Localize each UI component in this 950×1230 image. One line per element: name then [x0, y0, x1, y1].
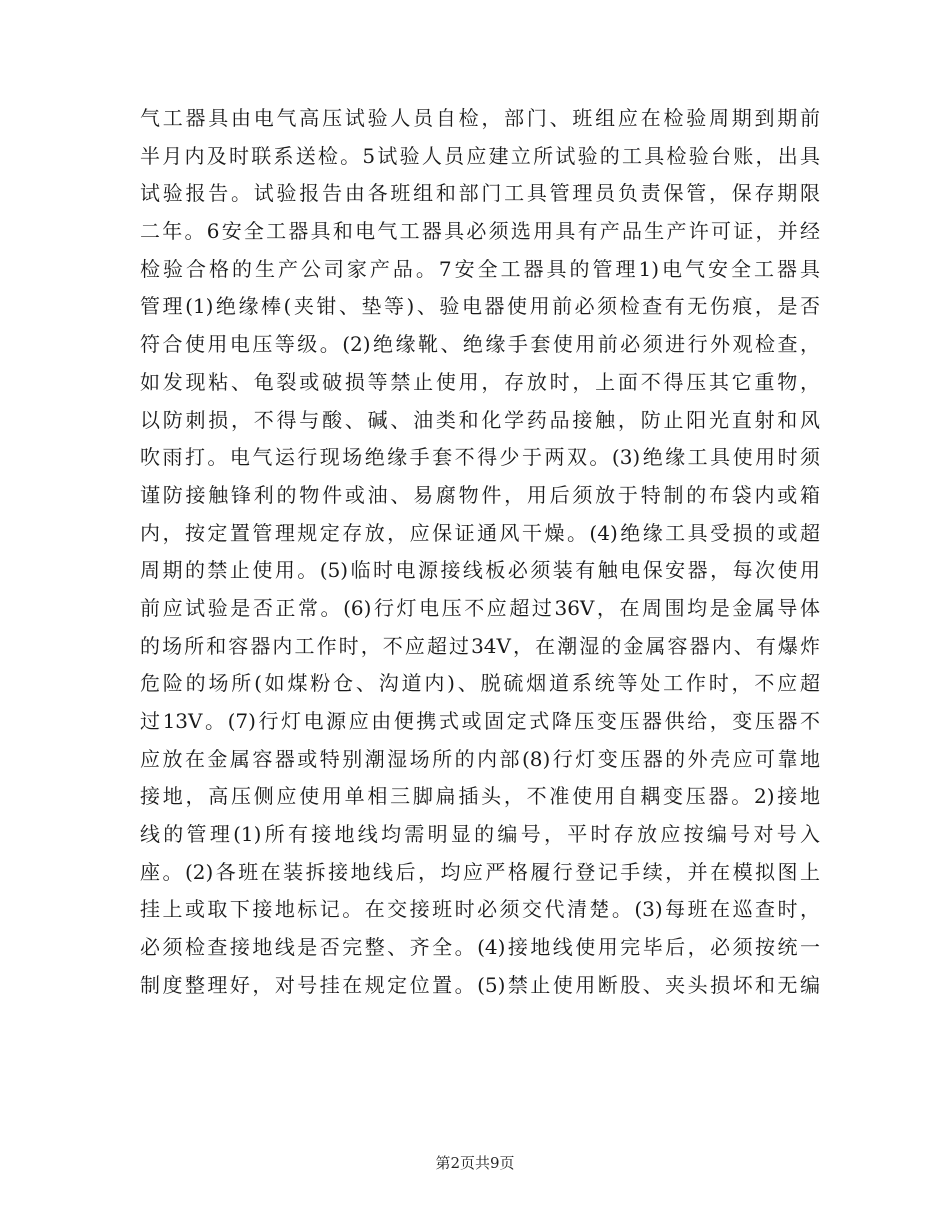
- text-line: 半月内及时联系送检。5试验人员应建立所试验的工具检验台账，出具: [140, 143, 820, 168]
- text-line: 如发现粘、龟裂或破损等禁止使用，存放时，上面不得压其它重物，: [140, 369, 820, 394]
- text-line: 必须检查接地线是否完整、齐全。(4)接地线使用完毕后，必须按统一: [140, 935, 820, 960]
- page-footer: 第2页共9页: [435, 1154, 515, 1172]
- text-line: 试验报告。试验报告由各班组和部门工具管理员负责保管，保存期限: [140, 181, 820, 206]
- text-line: 检验合格的生产公司家产品。7安全工器具的管理1)电气安全工器具: [140, 256, 820, 281]
- text-line: 应放在金属容器或特别潮湿场所的内部(8)行灯变压器的外壳应可靠地: [140, 746, 820, 771]
- text-line: 的场所和容器内工作时，不应超过34V，在潮湿的金属容器内、有爆炸: [140, 633, 820, 658]
- text-line: 吹雨打。电气运行现场绝缘手套不得少于两双。(3)绝缘工具使用时须: [140, 445, 820, 470]
- text-line: 二年。6安全工器具和电气工器具必须选用具有产品生产许可证，并经: [140, 219, 820, 244]
- text-line: 气工器具由电气高压试验人员自检，部门、班组应在检验周期到期前: [140, 106, 820, 130]
- text-line: 谨防接触锋利的物件或油、易腐物件，用后须放于特制的布袋内或箱: [140, 482, 820, 507]
- text-line: 挂上或取下接地标记。在交接班时必须交代清楚。(3)每班在巡查时，: [140, 897, 820, 922]
- text-line: 符合使用电压等级。(2)绝缘靴、绝缘手套使用前必须进行外观检查，: [140, 332, 820, 357]
- text-line: 危险的场所(如煤粉仓、沟道内)、脱硫烟道系统等处工作时，不应超: [140, 671, 820, 696]
- text-line: 制度整理好，对号挂在规定位置。(5)禁止使用断股、夹头损坏和无编: [140, 972, 820, 997]
- text-line: 内，按定置管理规定存放，应保证通风干燥。(4)绝缘工具受损的或超: [140, 520, 820, 545]
- text-line: 以防刺损，不得与酸、碱、油类和化学药品接触，防止阳光直射和风: [140, 407, 820, 432]
- text-line: 线的管理(1)所有接地线均需明显的编号，平时存放应按编号对号入: [140, 822, 820, 847]
- text-line: 周期的禁止使用。(5)临时电源接线板必须装有触电保安器，每次使用: [140, 558, 820, 583]
- text-line: 过13V。(7)行灯电源应由便携式或固定式降压变压器供给，变压器不: [140, 709, 820, 733]
- text-line: 管理(1)绝缘棒(夹钳、垫等)、验电器使用前必须检查有无伤痕，是否: [140, 294, 820, 319]
- text-line: 接地，高压侧应使用单相三脚扁插头，不准使用自耦变压器。2)接地: [140, 784, 820, 809]
- body-text: [140, 100, 820, 1005]
- text-line: 前应试验是否正常。(6)行灯电压不应超过36V，在周围均是金属导体: [140, 595, 820, 620]
- text-line: 座。(2)各班在装拆接地线后，均应严格履行登记手续，并在模拟图上: [140, 859, 820, 884]
